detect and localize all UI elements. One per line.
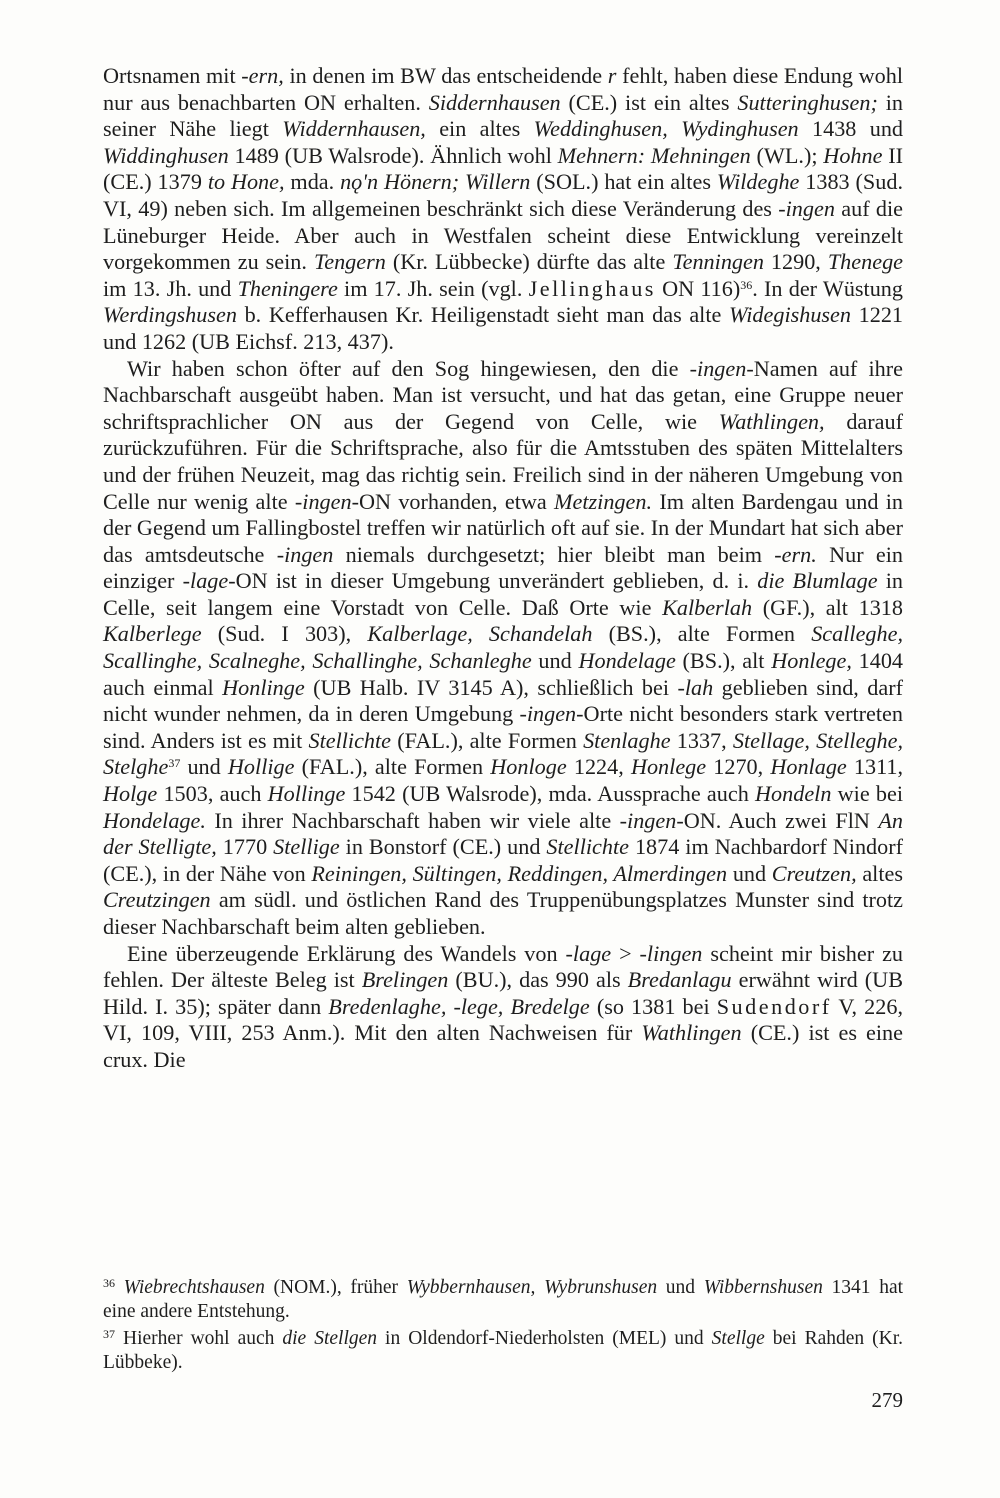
footnote-number: 37 [103, 1327, 115, 1341]
text-run: b. Kefferhausen Kr. Heiligenstadt sieht man das alte [236, 302, 729, 328]
italic-term: Stellichte [546, 834, 629, 860]
text-run: in denen im BW das entscheidende [283, 63, 608, 88]
italic-term: Stellichte [308, 727, 392, 753]
italic-term: Bredenlaghe, -lege, Bredelge [328, 993, 590, 1019]
text-run: In ihrer Nachbarschaft haben wir viele alte [205, 807, 620, 833]
text-run: (Sud. I 303), [201, 621, 368, 647]
italic-term: die Blumlage [757, 568, 878, 594]
text-run: im 17. Jh. sein (vgl. [337, 275, 529, 301]
text-run: am südl. und östlichen Rand des Truppenübungsplatzes Munster sind trotz dieser Nachbarschaft beim alten geblieben. [103, 887, 903, 939]
text-run: (FAL.), alte Formen [294, 754, 491, 780]
italic-term: Widdinghusen [103, 142, 229, 168]
text-run: (SOL.) hat ein altes [530, 169, 717, 195]
text-run: ON vorhanden, etwa [358, 488, 555, 514]
italic-term: Creutzingen [103, 887, 211, 913]
text-run: und [531, 648, 579, 674]
text-run: geblieben sind, darf nicht wunder nehmen, da in deren Umgebung [103, 674, 904, 727]
italic-term: Kalberlege [103, 621, 202, 647]
text-run: in Oldendorf-Niederholsten (MEL) und [377, 1328, 712, 1349]
text-run: (BS.), alte Formen [592, 621, 812, 647]
italic-term: Brelingen [361, 967, 449, 993]
body-text [103, 63, 903, 1074]
text-run: (GF.), alt 1318 [752, 594, 903, 620]
italic-term: -ern. [774, 541, 817, 567]
italic-term: Wathlingen [641, 1020, 742, 1046]
paragraph [103, 941, 903, 1074]
italic-term: Honlege [630, 754, 707, 780]
text-run: scheint mir bisher zu fehlen. Der älteste Beleg ist [103, 940, 904, 993]
italic-term: Creutzen, [771, 860, 857, 886]
italic-term: Metzingen. [554, 488, 653, 514]
text-run: in seiner Nähe liegt [103, 89, 903, 142]
text-run: bei Rahden (Kr. Lübbeke). [103, 1328, 904, 1373]
text-run: altes [856, 860, 903, 886]
italic-term: Honlinge [222, 674, 305, 700]
italic-term: Stellge [711, 1328, 765, 1349]
text-run: Hierher wohl auch [123, 1328, 283, 1349]
text-run: ein altes [425, 116, 534, 142]
text-run: in Celle, seit langem eine Vorstadt von Celle. Daß Orte wie [103, 568, 904, 620]
text-run: 1221 und 1262 (UB Eichsf. 213, 437). [103, 302, 904, 354]
text-run: (BS.), alt [675, 648, 772, 674]
italic-term: -ingen- [294, 488, 359, 514]
footnote [103, 1276, 903, 1324]
text-run: 1311, [846, 754, 904, 780]
text-run: 1503, auch [157, 781, 268, 807]
text-run: niemals durchgesetzt; hier bleibt man beim [333, 541, 775, 567]
italic-term: -ern, [241, 63, 284, 88]
footnote-number: 36 [103, 1276, 115, 1290]
italic-term: -lage [565, 940, 612, 966]
text-run: in Bonstorf (CE.) und [339, 834, 547, 860]
italic-term: An der Stelligte, [103, 807, 903, 860]
text-run: (FAL.), alte Formen [391, 727, 584, 753]
text-run: 1337, [670, 727, 733, 753]
italic-term: -ingen- [619, 807, 684, 833]
italic-term: Stenlaghe [583, 727, 671, 753]
footnote-reference: 36 [740, 277, 753, 292]
text-run: (WL.); [750, 142, 824, 168]
footnotes [103, 1276, 903, 1378]
italic-term: Sutteringhusen; [737, 89, 878, 115]
italic-term: Hollige [227, 754, 295, 780]
italic-term: Stellage, Stelleghe, Stelghe [103, 727, 903, 780]
italic-term: Kalberlah [662, 594, 753, 620]
text-run: und [180, 754, 228, 780]
italic-term: Widdernhausen, [282, 116, 426, 142]
paragraph [103, 63, 903, 356]
text-run: (BU.), das 990 als [448, 967, 628, 993]
italic-term: -lage- [182, 568, 236, 594]
text-run: (CE.) ist es eine crux. Die [103, 1020, 904, 1072]
italic-term: Honloge [490, 754, 567, 780]
text-run: fehlt, haben diese Endung wohl nur aus benachbarten ON erhalten. [103, 63, 903, 115]
italic-term: Hondelage. [103, 807, 206, 833]
italic-term: Wildeghe [716, 169, 800, 195]
text-run: ON 116) [655, 275, 741, 301]
italic-term: Thenege [827, 249, 904, 275]
text-run: Ortsnamen mit [103, 63, 242, 88]
text-run: (UB Halb. IV 3145 A), schließlich bei [304, 674, 678, 700]
author-name: Jellinghaus [528, 275, 656, 301]
text-run: Wir haben schon öfter auf den Sog hingewiesen, den die [127, 355, 690, 381]
text-run: > [611, 940, 640, 966]
italic-term: Kalberlage, Schandelah [367, 621, 593, 647]
text-run: 1341 hat eine andere Entstehung. [103, 1277, 904, 1322]
italic-term: -lah [677, 674, 714, 700]
text-run: wie bei [831, 781, 903, 807]
italic-term: Weddinghusen, Wydinghusen [533, 116, 799, 142]
italic-term: Theningere [237, 275, 338, 301]
italic-term: Wibbernshusen [703, 1277, 823, 1298]
text-run: 1489 (UB Walsrode). Ähnlich wohl [228, 142, 558, 168]
text-run: auf die Lüneburger Heide. Aber auch in Westfalen scheint diese Entwicklung vereinzelt vorgekommen zu sein. [103, 195, 903, 275]
text-run: mda. [284, 169, 341, 195]
italic-term: -lingen [639, 940, 703, 966]
italic-term: -ingen- [689, 355, 754, 381]
text-run: und [657, 1277, 704, 1298]
paragraph [103, 356, 903, 941]
italic-term: Widegishusen [728, 302, 852, 328]
italic-term: Hohne [823, 142, 883, 168]
author-name: Sudendorf [716, 993, 832, 1019]
text-run: II (CE.) 1379 [103, 142, 904, 195]
italic-term: Honlage [770, 754, 847, 780]
text-run: Orte nicht besonders stark vertreten sind. Anders ist es mit [103, 701, 904, 753]
italic-term: Bredanlagu [627, 967, 732, 993]
italic-term: Hollinge [267, 781, 346, 807]
italic-term: Tengern [313, 249, 386, 275]
text-run: 1290, [763, 249, 828, 275]
italic-term: Wybbernhausen, Wybrunshusen [406, 1277, 658, 1298]
text-run: ON ist in dieser Umgebung unverändert geblieben, d. i. [235, 568, 758, 594]
text-run: V, 226, VI, 109, VIII, 253 Anm.). Mit den alten Nachweisen für [103, 993, 903, 1046]
italic-term: Hondelage [578, 648, 676, 674]
italic-term: Holge [103, 781, 158, 807]
text-run: (CE.) ist ein altes [560, 89, 738, 115]
italic-term: Siddernhausen [428, 89, 561, 115]
text-run: 1874 im Nachbardorf Nindorf (CE.), in der Nähe von [103, 834, 904, 886]
text-run: (so 1381 bei [589, 993, 717, 1019]
italic-term: Scalleghe, Scallinghe, Scalneghe, Schallinghe, Schanleghe [103, 621, 903, 674]
text-run: im 13. Jh. und [103, 275, 238, 301]
italic-term: -ingen- [519, 701, 584, 727]
text-run: (Kr. Lübbecke) dürfte das alte [385, 249, 673, 275]
text-run: 1404 auch einmal [103, 648, 904, 700]
footnote-reference: 37 [168, 756, 181, 771]
italic-term: Wiebrechtshausen [123, 1277, 265, 1298]
italic-term: r [607, 63, 617, 88]
text-run: 1542 (UB Walsrode), mda. Aussprache auch [345, 781, 756, 807]
italic-term: -ingen [778, 195, 835, 221]
italic-term: -ingen [276, 541, 334, 567]
text-run: erwähnt wird (UB Hild. I. 35); später dann [103, 967, 903, 1019]
text-run: Eine überzeugende Erklärung des Wandels von [127, 940, 566, 966]
italic-term: Honlege, [771, 648, 852, 674]
text-run: Im alten Bardengau und in der Gegend um Fallingbostel treffen wir natürlich oft auf sie. In der Mundart hat sich aber das amtsdeutsche [103, 488, 903, 567]
italic-term: Wathlingen, [718, 408, 825, 434]
text-run: 1438 und [798, 116, 903, 142]
italic-term: Tenningen [672, 249, 764, 275]
italic-term: Stellige [273, 834, 340, 860]
text-run: 1270, [706, 754, 771, 780]
text-run: 1224, [566, 754, 631, 780]
text-run: (NOM.), früher [264, 1277, 407, 1298]
text-run: 1383 (Sud. VI, 49) neben sich. Im allgemeinen beschränkt sich diese Veränderung des [103, 169, 903, 221]
text-run: darauf zurückzuführen. Für die Schriftsprache, also für die Amtsstuben des späten Mittelalters und der frühen Neuzeit, mag das richtig sein. Freilich sind in der näheren Umgebung von Celle nur wenig alte [103, 408, 903, 514]
page-number: 279 [871, 1388, 903, 1412]
text-run: Namen auf ihre Nachbarschaft ausgeübt haben. Man ist versucht, und hat das getan, eine Gruppe neuer schriftsprachlicher ON aus der Gegend von Celle, wie [103, 355, 903, 434]
italic-term: Mehnern: Mehningen [557, 142, 751, 168]
text-run: 1770 [216, 834, 274, 860]
italic-term: Hondeln [755, 781, 832, 807]
italic-term: die Stellgen [282, 1328, 378, 1349]
italic-term: nǫ'n Hönern; Willern [340, 169, 531, 195]
text-run: ON. Auch zwei FlN [683, 807, 879, 833]
italic-term: to Hone, [207, 169, 285, 195]
italic-term: Werdingshusen [103, 302, 237, 328]
footnote [103, 1327, 903, 1375]
text-run: Nur ein einziger [103, 541, 903, 594]
italic-term: Reiningen, Sültingen, Reddingen, Almerdingen [311, 860, 728, 886]
text-run: und [727, 860, 772, 886]
text-run: . In der Wüstung [752, 275, 903, 301]
